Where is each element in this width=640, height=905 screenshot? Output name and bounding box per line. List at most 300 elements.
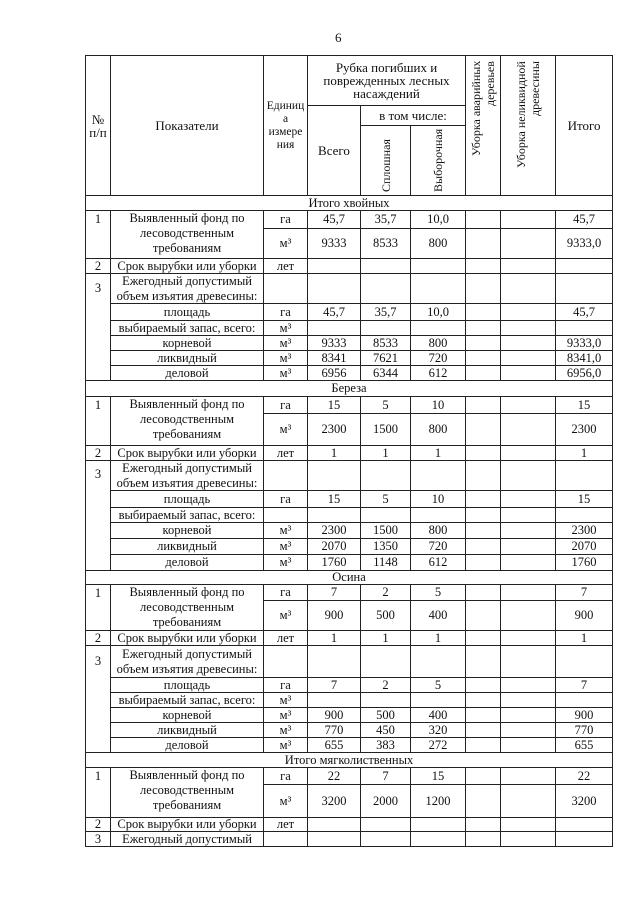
value-total: 2300 bbox=[308, 414, 361, 446]
row-num: 1 bbox=[86, 768, 111, 818]
empty-cell bbox=[501, 646, 556, 678]
header-selective-cell bbox=[411, 126, 466, 196]
value-itogo: 45,7 bbox=[556, 211, 613, 229]
row-num: 2 bbox=[86, 818, 111, 832]
value-total: 9333 bbox=[308, 336, 361, 351]
value-selective: 10,0 bbox=[411, 304, 466, 321]
empty-cell bbox=[361, 274, 411, 304]
value-clear: 7 bbox=[361, 768, 411, 785]
row-label: Срок вырубки или уборки bbox=[111, 631, 264, 646]
section-title: Береза bbox=[86, 381, 613, 397]
annual-item-row bbox=[86, 708, 613, 723]
value-emergency bbox=[466, 708, 501, 723]
empty-cell bbox=[308, 274, 361, 304]
row-label: Ежегодный допустимый объем изъятия древесины: bbox=[111, 274, 264, 304]
page-number: 6 bbox=[335, 30, 342, 45]
empty-cell bbox=[361, 832, 411, 847]
annual-item-row bbox=[86, 738, 613, 753]
unit-cell: га bbox=[264, 585, 308, 601]
empty-cell bbox=[411, 832, 466, 847]
header-including: в том числе: bbox=[361, 106, 466, 126]
value-itogo: 900 bbox=[556, 708, 613, 723]
item-label: выбираемый запас, всего: bbox=[111, 508, 264, 523]
item-label: площадь bbox=[111, 491, 264, 508]
value-clear: 500 bbox=[361, 708, 411, 723]
value-clear bbox=[361, 508, 411, 523]
empty-cell bbox=[556, 461, 613, 491]
header-selective: Выборочная bbox=[431, 128, 445, 192]
value-selective: 612 bbox=[411, 555, 466, 571]
row-num: 3 bbox=[94, 831, 102, 846]
value-total bbox=[308, 693, 361, 708]
value-selective: 800 bbox=[411, 523, 466, 539]
value-total: 22 bbox=[308, 768, 361, 785]
value-clear: 8533 bbox=[361, 336, 411, 351]
empty-cell bbox=[556, 274, 613, 304]
forest-felling-table bbox=[85, 55, 613, 847]
value-clear: 383 bbox=[361, 738, 411, 753]
value-clear: 2 bbox=[361, 678, 411, 693]
value-itogo: 1760 bbox=[556, 555, 613, 571]
value-nonliquid bbox=[501, 785, 556, 818]
value-itogo: 2300 bbox=[556, 523, 613, 539]
value-selective: 5 bbox=[411, 585, 466, 601]
value-clear: 1500 bbox=[361, 523, 411, 539]
value-selective: 1200 bbox=[411, 785, 466, 818]
value-total: 900 bbox=[308, 601, 361, 631]
value-nonliquid bbox=[501, 768, 556, 785]
value-selective: 1 bbox=[411, 446, 466, 461]
value-emergency bbox=[466, 585, 501, 601]
row-label: Выявленный фонд по лесоводственным требованиям bbox=[111, 585, 264, 631]
value-emergency bbox=[466, 446, 501, 461]
term-row bbox=[86, 446, 613, 461]
row-num-cell bbox=[86, 832, 111, 847]
row-label: Выявленный фонд по лесоводственным требованиям bbox=[111, 397, 264, 446]
value-clear: 1148 bbox=[361, 555, 411, 571]
empty-cell bbox=[466, 274, 501, 304]
header-indicators: Показатели bbox=[111, 56, 264, 196]
value-itogo bbox=[556, 259, 613, 274]
row-num: 2 bbox=[86, 631, 111, 646]
value-itogo: 1 bbox=[556, 631, 613, 646]
fund-row bbox=[86, 585, 613, 601]
section-title-row bbox=[86, 571, 613, 585]
section-title-row bbox=[86, 753, 613, 768]
value-selective: 5 bbox=[411, 678, 466, 693]
term-row bbox=[86, 259, 613, 274]
value-total: 770 bbox=[308, 723, 361, 738]
value-selective: 15 bbox=[411, 768, 466, 785]
value-itogo: 9333,0 bbox=[556, 336, 613, 351]
value-nonliquid bbox=[501, 508, 556, 523]
value-clear: 35,7 bbox=[361, 304, 411, 321]
value-itogo: 45,7 bbox=[556, 304, 613, 321]
value-itogo: 2300 bbox=[556, 414, 613, 446]
row-label: Ежегодный допустимый объем изъятия древесины: bbox=[111, 461, 264, 491]
unit-cell: га bbox=[264, 304, 308, 321]
value-emergency bbox=[466, 304, 501, 321]
row-label: Выявленный фонд по лесоводственным требованиям bbox=[111, 211, 264, 259]
empty-cell bbox=[556, 832, 613, 847]
section-title: Итого хвойных bbox=[86, 196, 613, 211]
empty-cell bbox=[308, 461, 361, 491]
value-clear: 500 bbox=[361, 601, 411, 631]
row-num: 3 bbox=[94, 654, 102, 668]
header-nonliquid: Уборка неликвидной древесины bbox=[514, 60, 543, 168]
value-emergency bbox=[466, 366, 501, 381]
value-total bbox=[308, 321, 361, 336]
value-selective: 720 bbox=[411, 539, 466, 555]
item-label: площадь bbox=[111, 678, 264, 693]
item-label: выбираемый запас, всего: bbox=[111, 693, 264, 708]
row-num-cell bbox=[86, 461, 111, 571]
header-felling-group: Рубка погибших и поврежденных лесных насаждений bbox=[308, 56, 466, 106]
unit-cell: м³ bbox=[264, 539, 308, 555]
value-total: 3200 bbox=[308, 785, 361, 818]
value-clear: 2 bbox=[361, 585, 411, 601]
value-clear: 1 bbox=[361, 446, 411, 461]
unit-cell: га bbox=[264, 678, 308, 693]
value-nonliquid bbox=[501, 336, 556, 351]
value-nonliquid bbox=[501, 738, 556, 753]
value-itogo: 2070 bbox=[556, 539, 613, 555]
section-title: Итого мягколиственных bbox=[86, 753, 613, 768]
value-emergency bbox=[466, 321, 501, 336]
value-itogo: 7 bbox=[556, 678, 613, 693]
header-unit: Единица измерения bbox=[264, 56, 308, 196]
unit-cell: м³ bbox=[264, 229, 308, 259]
value-nonliquid bbox=[501, 693, 556, 708]
row-num: 3 bbox=[94, 281, 102, 295]
row-label: Ежегодный допустимый bbox=[111, 832, 264, 847]
annual-item-row bbox=[86, 539, 613, 555]
value-emergency bbox=[466, 678, 501, 693]
value-selective: 720 bbox=[411, 351, 466, 366]
value-selective: 612 bbox=[411, 366, 466, 381]
value-emergency bbox=[466, 523, 501, 539]
value-emergency bbox=[466, 351, 501, 366]
unit-cell: м³ bbox=[264, 336, 308, 351]
value-total: 1 bbox=[308, 446, 361, 461]
value-selective: 10 bbox=[411, 397, 466, 414]
value-selective bbox=[411, 321, 466, 336]
section-title: Осина bbox=[86, 571, 613, 585]
annual-row bbox=[86, 274, 613, 304]
header-emergency: Уборка аварийных деревьев bbox=[469, 60, 498, 156]
value-emergency bbox=[466, 491, 501, 508]
empty-cell bbox=[264, 646, 308, 678]
value-selective bbox=[411, 508, 466, 523]
empty-cell bbox=[466, 832, 501, 847]
value-selective: 320 bbox=[411, 723, 466, 738]
header-clear: Сплошная bbox=[378, 138, 393, 192]
annual-item-row bbox=[86, 678, 613, 693]
value-nonliquid bbox=[501, 414, 556, 446]
value-total bbox=[308, 818, 361, 832]
value-total: 1760 bbox=[308, 555, 361, 571]
value-itogo: 9333,0 bbox=[556, 229, 613, 259]
value-emergency bbox=[466, 211, 501, 229]
item-label: выбираемый запас, всего: bbox=[111, 321, 264, 336]
value-nonliquid bbox=[501, 366, 556, 381]
value-nonliquid bbox=[501, 229, 556, 259]
value-itogo bbox=[556, 693, 613, 708]
item-label: корневой bbox=[111, 523, 264, 539]
annual-row bbox=[86, 832, 613, 847]
value-nonliquid bbox=[501, 351, 556, 366]
item-label: корневой bbox=[111, 336, 264, 351]
item-label: ликвидный bbox=[111, 723, 264, 738]
value-emergency bbox=[466, 259, 501, 274]
value-nonliquid bbox=[501, 321, 556, 336]
item-label: деловой bbox=[111, 738, 264, 753]
value-clear: 450 bbox=[361, 723, 411, 738]
empty-cell bbox=[308, 832, 361, 847]
value-itogo: 655 bbox=[556, 738, 613, 753]
value-itogo: 15 bbox=[556, 491, 613, 508]
item-label: площадь bbox=[111, 304, 264, 321]
item-label: ликвидный bbox=[111, 351, 264, 366]
value-nonliquid bbox=[501, 631, 556, 646]
value-nonliquid bbox=[501, 397, 556, 414]
unit-cell: м³ bbox=[264, 601, 308, 631]
unit-cell: м³ bbox=[264, 723, 308, 738]
empty-cell bbox=[361, 461, 411, 491]
value-emergency bbox=[466, 508, 501, 523]
empty-cell bbox=[264, 461, 308, 491]
value-selective: 272 bbox=[411, 738, 466, 753]
value-emergency bbox=[466, 818, 501, 832]
empty-cell bbox=[501, 461, 556, 491]
unit-cell: лет bbox=[264, 818, 308, 832]
value-total: 45,7 bbox=[308, 304, 361, 321]
term-row bbox=[86, 818, 613, 832]
value-selective: 800 bbox=[411, 336, 466, 351]
value-total: 2070 bbox=[308, 539, 361, 555]
row-num: 1 bbox=[86, 397, 111, 446]
unit-cell: га bbox=[264, 211, 308, 229]
value-emergency bbox=[466, 693, 501, 708]
value-total: 15 bbox=[308, 397, 361, 414]
item-label: корневой bbox=[111, 708, 264, 723]
value-nonliquid bbox=[501, 259, 556, 274]
value-total: 900 bbox=[308, 708, 361, 723]
value-nonliquid bbox=[501, 708, 556, 723]
header-num: № п/п bbox=[86, 56, 111, 196]
value-total: 9333 bbox=[308, 229, 361, 259]
section-title-row bbox=[86, 196, 613, 211]
value-clear: 5 bbox=[361, 491, 411, 508]
value-clear: 8533 bbox=[361, 229, 411, 259]
annual-item-row bbox=[86, 508, 613, 523]
header-nonliquid-cell bbox=[501, 56, 556, 196]
row-num: 1 bbox=[86, 211, 111, 259]
value-clear: 6344 bbox=[361, 366, 411, 381]
value-nonliquid bbox=[501, 555, 556, 571]
unit-cell: м³ bbox=[264, 351, 308, 366]
empty-cell bbox=[501, 832, 556, 847]
term-row bbox=[86, 631, 613, 646]
annual-item-row bbox=[86, 693, 613, 708]
value-nonliquid bbox=[501, 491, 556, 508]
value-clear bbox=[361, 321, 411, 336]
empty-cell bbox=[411, 274, 466, 304]
value-itogo: 15 bbox=[556, 397, 613, 414]
value-emergency bbox=[466, 397, 501, 414]
value-itogo bbox=[556, 508, 613, 523]
annual-item-row bbox=[86, 304, 613, 321]
annual-row bbox=[86, 646, 613, 678]
unit-cell: га bbox=[264, 768, 308, 785]
unit-cell: м³ bbox=[264, 785, 308, 818]
value-itogo: 770 bbox=[556, 723, 613, 738]
unit-cell bbox=[264, 508, 308, 523]
value-total: 655 bbox=[308, 738, 361, 753]
value-itogo: 900 bbox=[556, 601, 613, 631]
value-clear: 1 bbox=[361, 631, 411, 646]
value-total bbox=[308, 259, 361, 274]
value-nonliquid bbox=[501, 523, 556, 539]
value-itogo: 22 bbox=[556, 768, 613, 785]
value-itogo: 6956,0 bbox=[556, 366, 613, 381]
item-label: деловой bbox=[111, 555, 264, 571]
unit-cell: м³ bbox=[264, 738, 308, 753]
value-selective: 1 bbox=[411, 631, 466, 646]
value-clear: 7621 bbox=[361, 351, 411, 366]
item-label: ликвидный bbox=[111, 539, 264, 555]
value-selective: 400 bbox=[411, 708, 466, 723]
annual-item-row bbox=[86, 321, 613, 336]
unit-cell: м³ bbox=[264, 414, 308, 446]
value-selective: 800 bbox=[411, 229, 466, 259]
row-label: Срок вырубки или уборки bbox=[111, 259, 264, 274]
value-itogo bbox=[556, 818, 613, 832]
empty-cell bbox=[308, 646, 361, 678]
empty-cell bbox=[264, 274, 308, 304]
value-emergency bbox=[466, 229, 501, 259]
value-total: 8341 bbox=[308, 351, 361, 366]
value-total bbox=[308, 508, 361, 523]
value-selective bbox=[411, 259, 466, 274]
fund-row bbox=[86, 768, 613, 785]
empty-cell bbox=[361, 646, 411, 678]
unit-cell: м³ bbox=[264, 321, 308, 336]
value-total: 2300 bbox=[308, 523, 361, 539]
value-clear: 1350 bbox=[361, 539, 411, 555]
table-header bbox=[86, 56, 613, 196]
value-clear bbox=[361, 259, 411, 274]
unit-cell: м³ bbox=[264, 555, 308, 571]
empty-cell bbox=[411, 646, 466, 678]
value-emergency bbox=[466, 539, 501, 555]
row-num: 2 bbox=[86, 259, 111, 274]
unit-cell: м³ bbox=[264, 693, 308, 708]
unit-cell: га bbox=[264, 491, 308, 508]
annual-item-row bbox=[86, 336, 613, 351]
fund-row bbox=[86, 397, 613, 414]
value-clear: 2000 bbox=[361, 785, 411, 818]
value-clear bbox=[361, 693, 411, 708]
value-itogo: 7 bbox=[556, 585, 613, 601]
annual-row bbox=[86, 461, 613, 491]
value-clear: 35,7 bbox=[361, 211, 411, 229]
row-num-cell bbox=[86, 646, 111, 753]
unit-cell: га bbox=[264, 397, 308, 414]
fund-row bbox=[86, 211, 613, 229]
value-selective bbox=[411, 693, 466, 708]
value-total: 1 bbox=[308, 631, 361, 646]
value-total: 15 bbox=[308, 491, 361, 508]
empty-cell bbox=[466, 461, 501, 491]
empty-cell bbox=[466, 646, 501, 678]
value-nonliquid bbox=[501, 585, 556, 601]
annual-item-row bbox=[86, 351, 613, 366]
header-clear-cell bbox=[361, 126, 411, 196]
row-label: Ежегодный допустимый объем изъятия древесины: bbox=[111, 646, 264, 678]
unit-cell: лет bbox=[264, 259, 308, 274]
value-total: 45,7 bbox=[308, 211, 361, 229]
value-itogo bbox=[556, 321, 613, 336]
annual-item-row bbox=[86, 523, 613, 539]
item-label: деловой bbox=[111, 366, 264, 381]
value-total: 7 bbox=[308, 585, 361, 601]
unit-cell: лет bbox=[264, 631, 308, 646]
unit-cell: лет bbox=[264, 446, 308, 461]
value-emergency bbox=[466, 723, 501, 738]
value-total: 6956 bbox=[308, 366, 361, 381]
annual-item-row bbox=[86, 366, 613, 381]
annual-item-row bbox=[86, 491, 613, 508]
value-emergency bbox=[466, 785, 501, 818]
value-emergency bbox=[466, 631, 501, 646]
empty-cell bbox=[411, 461, 466, 491]
value-nonliquid bbox=[501, 723, 556, 738]
annual-item-row bbox=[86, 723, 613, 738]
value-itogo: 8341,0 bbox=[556, 351, 613, 366]
value-clear: 5 bbox=[361, 397, 411, 414]
header-itogo: Итого bbox=[556, 56, 613, 196]
header-emergency-cell bbox=[466, 56, 501, 196]
value-emergency bbox=[466, 336, 501, 351]
row-label: Срок вырубки или уборки bbox=[111, 818, 264, 832]
value-selective: 400 bbox=[411, 601, 466, 631]
value-total: 7 bbox=[308, 678, 361, 693]
value-emergency bbox=[466, 414, 501, 446]
value-nonliquid bbox=[501, 211, 556, 229]
value-emergency bbox=[466, 768, 501, 785]
section-title-row bbox=[86, 381, 613, 397]
value-nonliquid bbox=[501, 539, 556, 555]
value-selective: 10 bbox=[411, 491, 466, 508]
row-num: 2 bbox=[86, 446, 111, 461]
value-emergency bbox=[466, 555, 501, 571]
value-selective bbox=[411, 818, 466, 832]
value-selective: 10,0 bbox=[411, 211, 466, 229]
value-itogo: 1 bbox=[556, 446, 613, 461]
header-row bbox=[86, 56, 613, 106]
row-num: 3 bbox=[94, 467, 102, 481]
row-label: Выявленный фонд по лесоводственным требованиям bbox=[111, 768, 264, 818]
value-selective: 800 bbox=[411, 414, 466, 446]
header-total: Всего bbox=[308, 106, 361, 196]
annual-item-row bbox=[86, 555, 613, 571]
value-nonliquid bbox=[501, 601, 556, 631]
value-nonliquid bbox=[501, 446, 556, 461]
value-emergency bbox=[466, 738, 501, 753]
value-clear: 1500 bbox=[361, 414, 411, 446]
empty-cell bbox=[264, 832, 308, 847]
